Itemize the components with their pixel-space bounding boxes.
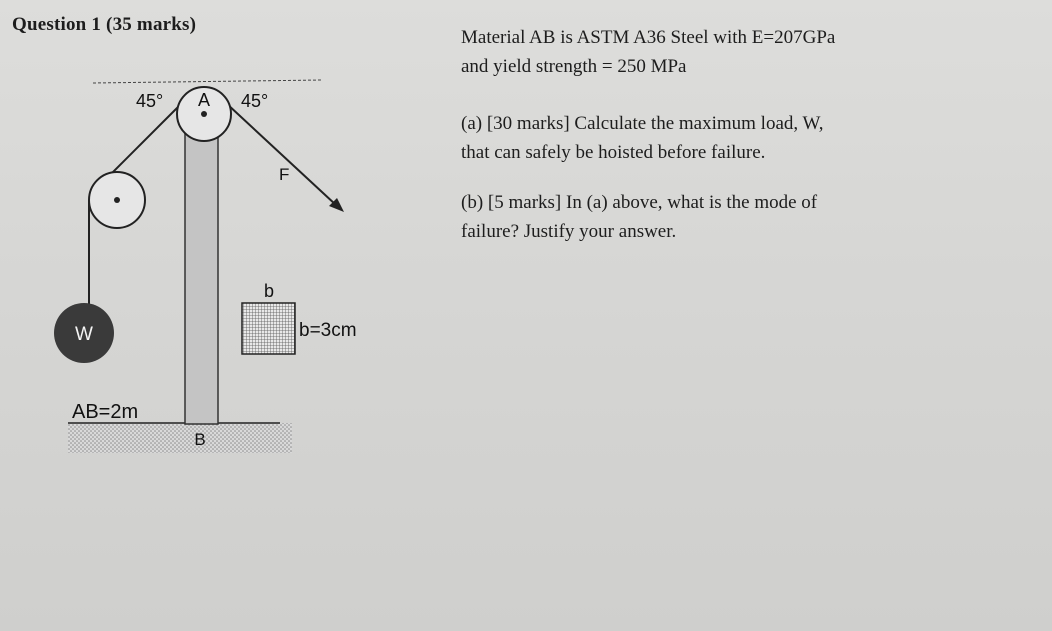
angle-right-label: 45° (241, 91, 269, 111)
weight-label: W (75, 324, 93, 345)
point-b-label: B (194, 430, 206, 449)
force-label: F (279, 165, 290, 184)
part-b-question (461, 188, 941, 246)
section-dimension-label: b=3cm (299, 320, 357, 341)
length-label: AB=2m (72, 401, 139, 423)
member-ab (185, 114, 218, 424)
angle-left-label: 45° (136, 91, 164, 111)
material-line-1: Material AB is ASTM A36 Steel with E=207GPa (461, 27, 836, 48)
reference-dashed-line (93, 80, 322, 83)
material-line-2: and yield strength = 250 MPa (461, 56, 687, 77)
ground-hatch (68, 423, 292, 453)
part-a-line-1: (a) [30 marks] Calculate the maximum load, W, (461, 113, 824, 134)
pulley-diagram (0, 0, 400, 480)
point-a-label: A (197, 90, 211, 110)
material-description (461, 23, 981, 81)
cross-section-square (242, 303, 295, 354)
pulley-a-pin (201, 111, 207, 117)
part-a-line-2: that can safely be hoisted before failure. (461, 142, 766, 163)
part-a-question (461, 109, 941, 167)
part-b-line-2: failure? Justify your answer. (461, 221, 677, 242)
question-title: Question 1 (35 marks) (12, 14, 197, 35)
section-width-label: b (264, 281, 275, 301)
cable-right-force (226, 103, 336, 205)
side-pulley-pin (114, 197, 120, 203)
part-b-line-1: (b) [5 marks] In (a) above, what is the mode of (461, 192, 818, 213)
